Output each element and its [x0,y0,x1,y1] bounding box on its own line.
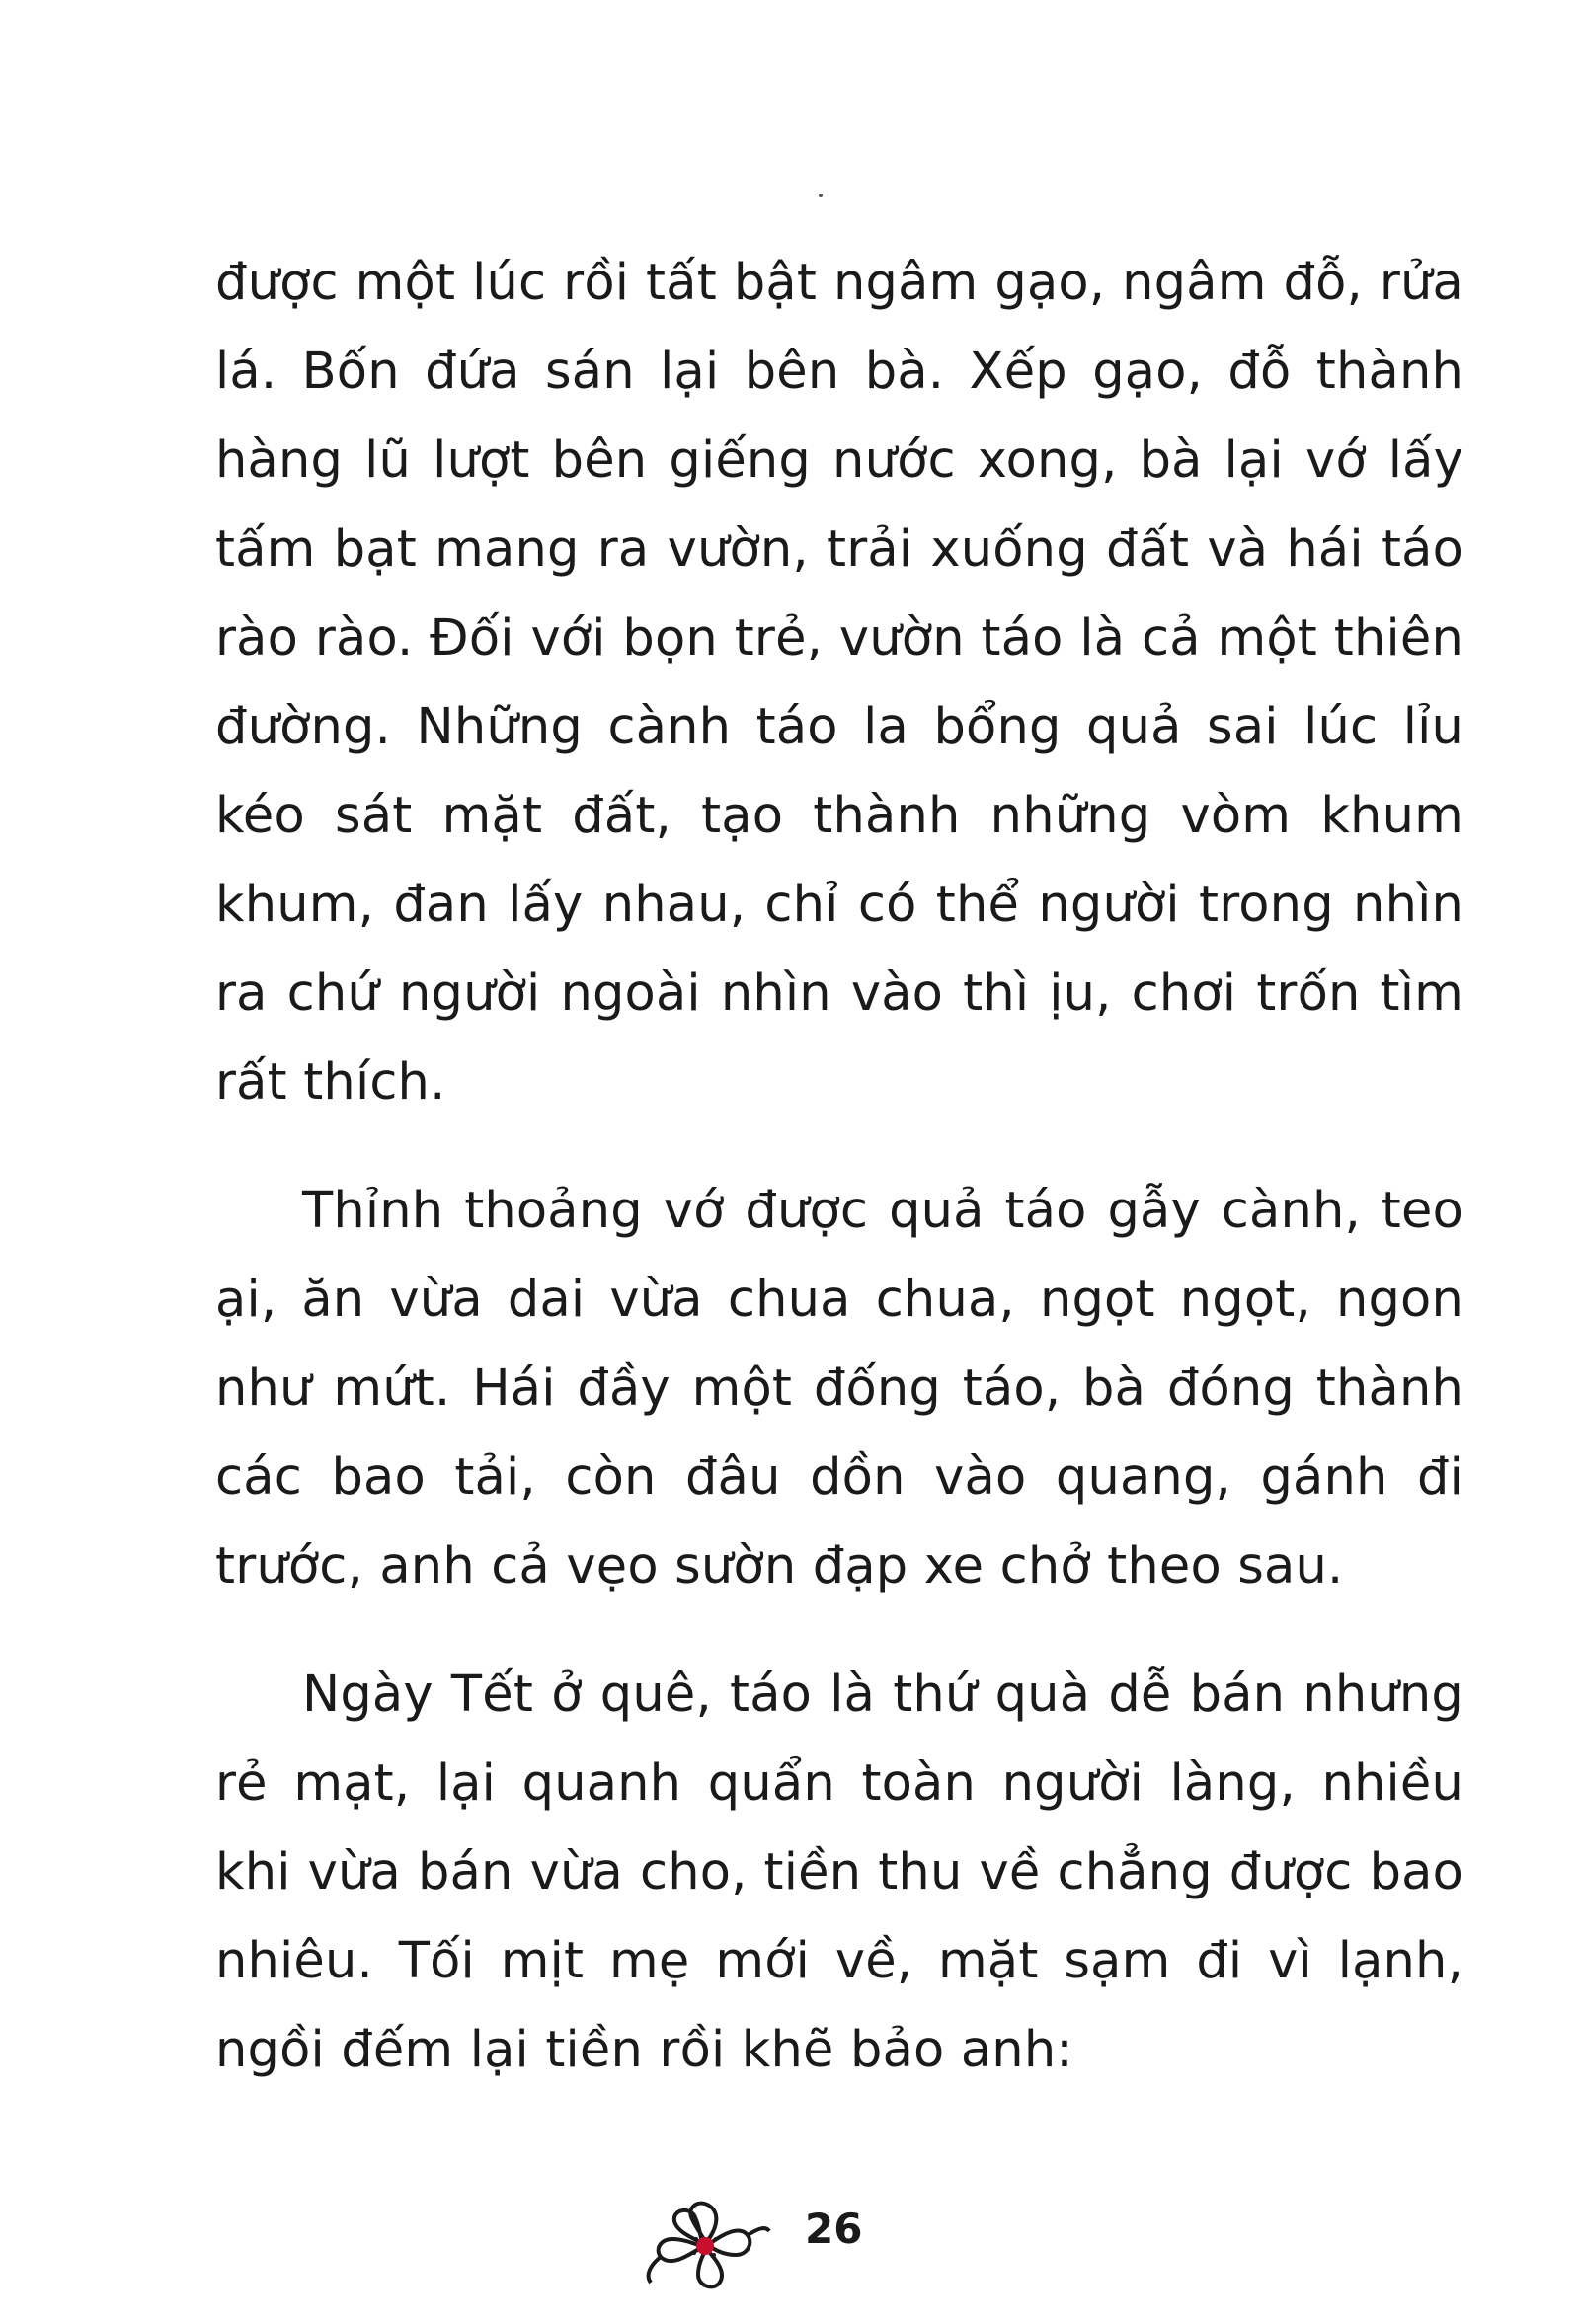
print-speck [819,194,823,197]
page-footer [632,2192,948,2300]
page-number: 26 [805,2205,863,2253]
paragraph-3: Ngày Tết ở quê, táo là thứ quà dễ bán nhưng rẻ mạt, lại quanh quẩn toàn người làng, nhiều khi vừa bán vừa cho, tiền thu về chẳng được bao nhiêu. Tối mịt mẹ mới về, mặt sạm đi vì lạnh, ngồi đếm lại tiền rồi khẽ bảo anh: [215,1666,1463,2079]
paragraph-2: Thỉnh thoảng vớ được quả táo gẫy cành, teo ại, ăn vừa dai vừa chua chua, ngọt ngọt, ngon như mứt. Hái đầy một đống táo, bà đóng thành các bao tải, còn đâu dồn vào quang, gánh đi trước, anh cả vẹo sườn đạp xe chở theo sau. [215,1182,1463,1595]
apricot-blossom-icon [637,2196,775,2294]
paragraph-1: được một lúc rồi tất bật ngâm gạo, ngâm đỗ, rửa lá. Bốn đứa sán lại bên bà. Xếp gạo, đỗ thành hàng lũ lượt bên giếng nước xong, bà lại vớ lấy tấm bạt mang ra vườn, trải xuống đất và hái táo rào rào. Đối với bọn trẻ, vườn táo là cả một thiên đường. Những cành táo la bổng quả sai lúc lỉu kéo sát mặt đất, tạo thành những vòm khum khum, đan lấy nhau, chỉ có thể người trong nhìn ra chứ người ngoài nhìn vào thì ịu, chơi trốn tìm rất thích. [215,254,1463,1112]
body-text [215,239,1463,2095]
